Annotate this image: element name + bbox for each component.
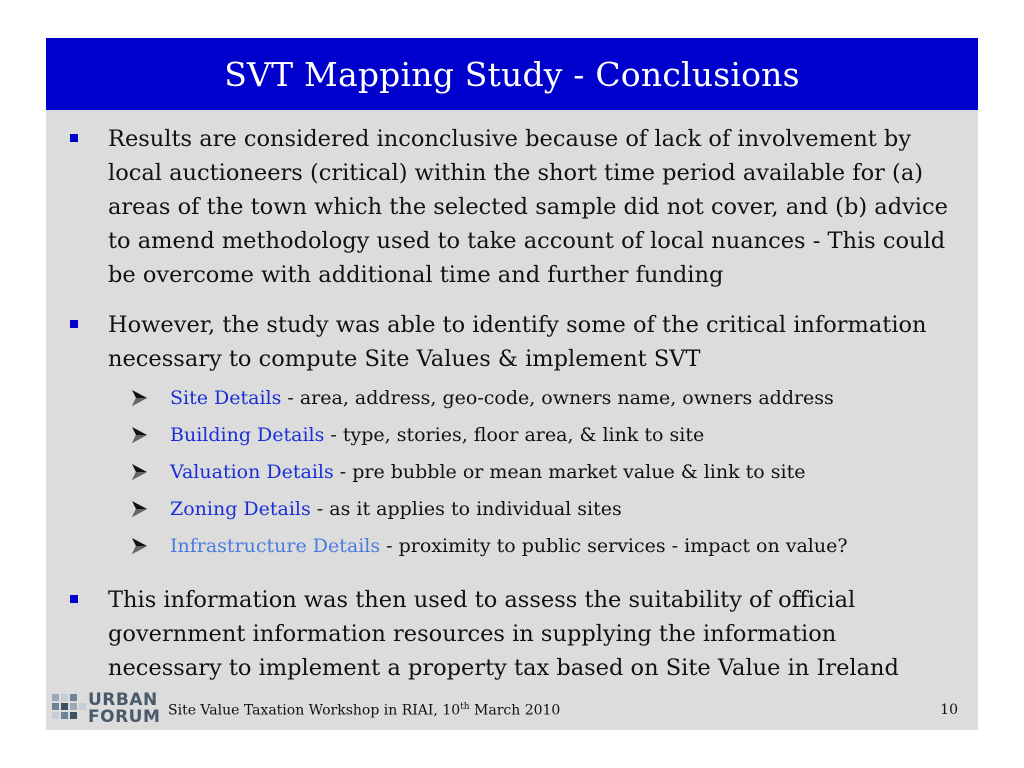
bullet-text: This information was then used to assess the suitability of official government information resources in supplying the information necessary to implement a property tax based on Site Value in Ireland bbox=[108, 587, 899, 681]
slide-content bbox=[46, 122, 978, 685]
sub-item-valuation-details bbox=[46, 454, 978, 491]
arrowhead-bullet-icon bbox=[130, 537, 148, 555]
sub-item-site-details bbox=[46, 380, 978, 417]
footer-caption-date: March 2010 bbox=[469, 702, 561, 719]
slide bbox=[46, 38, 978, 730]
sub-item-label: Building Details bbox=[170, 424, 325, 446]
logo-word-urban: URBAN bbox=[88, 690, 158, 710]
sub-list bbox=[46, 380, 978, 565]
sub-item-zoning-details bbox=[46, 491, 978, 528]
sub-item-infrastructure-details bbox=[46, 528, 978, 565]
sub-item-label: Valuation Details bbox=[170, 461, 334, 483]
bullet-text: Results are considered inconclusive because of lack of involvement by local auctioneers (critical) within the short time period available for (a) areas of the town which the selected sample did not cover, and (b) advice to amend methodology used to take account of local nuances - This could be overcome with additional time and further funding bbox=[108, 126, 948, 288]
arrowhead-bullet-icon bbox=[130, 463, 148, 481]
sub-item-text: - proximity to public services - impact on value? bbox=[380, 535, 848, 557]
bullet-item bbox=[46, 308, 978, 376]
footer-caption-main: Site Value Taxation Workshop in RIAI, 10 bbox=[168, 702, 461, 719]
sub-item-label: Site Details bbox=[170, 387, 282, 409]
logo-grid-icon bbox=[52, 694, 86, 724]
footer-caption bbox=[168, 702, 560, 719]
slide-title: SVT Mapping Study - Conclusions bbox=[46, 38, 978, 110]
bullet-item bbox=[46, 122, 978, 292]
sub-item-label: Infrastructure Details bbox=[170, 535, 381, 557]
page-number: 10 bbox=[940, 702, 958, 718]
arrowhead-bullet-icon bbox=[130, 500, 148, 518]
square-bullet-icon bbox=[70, 595, 78, 603]
sub-item-text: - area, address, geo-code, owners name, owners address bbox=[281, 387, 834, 409]
urban-forum-logo bbox=[52, 690, 161, 727]
arrowhead-bullet-icon bbox=[130, 426, 148, 444]
bullet-text: However, the study was able to identify some of the critical information necessary to compute Site Values & implement SVT bbox=[108, 312, 927, 372]
sub-item-building-details bbox=[46, 417, 978, 454]
sub-item-label: Zoning Details bbox=[170, 498, 311, 520]
square-bullet-icon bbox=[70, 320, 78, 328]
arrowhead-bullet-icon bbox=[130, 389, 148, 407]
sub-item-text: - type, stories, floor area, & link to site bbox=[324, 424, 705, 446]
sub-item-text: - pre bubble or mean market value & link to site bbox=[333, 461, 806, 483]
sub-item-text: - as it applies to individual sites bbox=[310, 498, 622, 520]
bullet-item bbox=[46, 583, 978, 685]
footer-caption-sup: th bbox=[460, 702, 470, 712]
logo-word-forum: FORUM bbox=[88, 707, 161, 727]
square-bullet-icon bbox=[70, 134, 78, 142]
slide-footer bbox=[46, 688, 978, 728]
